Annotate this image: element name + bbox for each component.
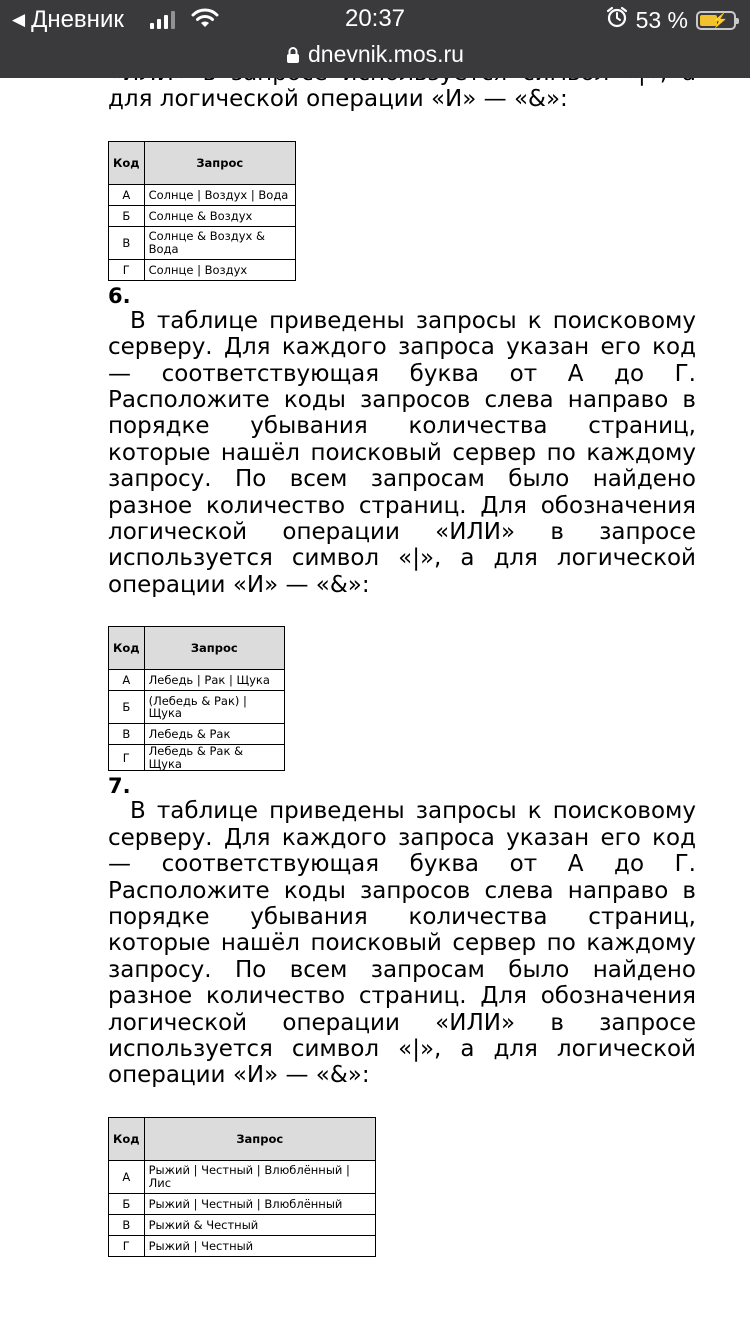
back-app-label: Дневник	[31, 6, 124, 33]
row-code: Г	[109, 745, 145, 771]
clock: 20:37	[344, 5, 406, 32]
row-code: Г	[109, 259, 145, 280]
back-arrow-icon: ◀	[12, 10, 26, 29]
battery-percent: 53 %	[635, 6, 688, 33]
row-code: А	[109, 1160, 145, 1193]
row-code: А	[109, 184, 145, 205]
table-row	[109, 205, 296, 226]
row-code: В	[109, 724, 145, 745]
task-number: 6.	[108, 283, 131, 308]
address-bar[interactable]	[0, 41, 750, 68]
url-domain: dnevnik.mos.ru	[308, 41, 464, 67]
lock-icon	[286, 46, 300, 64]
table-header-row	[109, 627, 285, 670]
row-query: (Лебедь & Рак) | Щука	[144, 691, 284, 724]
task-5-table	[108, 141, 296, 281]
row-query: Рыжий | Честный | Влюблённый | Лис	[144, 1160, 375, 1193]
table-row	[109, 226, 296, 259]
table-row	[109, 1160, 376, 1193]
row-code: Б	[109, 691, 145, 724]
row-query: Солнце & Воздух	[144, 205, 295, 226]
table-row	[109, 184, 296, 205]
table-header-row	[109, 1117, 376, 1160]
row-code: Г	[109, 1235, 145, 1256]
table-row	[109, 670, 285, 691]
row-code: Б	[109, 205, 145, 226]
task-text: В таблице приведены запросы к поисковому серверу. Для каждого запроса указан его код — соответствующая буква от А до Г. Расположите коды запросов слева направо в порядке убывания количества страниц, которые нашёл поисковый сервер по каждому запросу. По всем запросам было найдено разное количество страниц. Для обозначения логической операции «ИЛИ» в запросе используется символ «|», а для логической операции «И» — «&»:	[108, 798, 696, 1089]
row-code: В	[109, 226, 145, 259]
header-code: Код	[109, 1117, 145, 1160]
row-query: Рыжий & Честный	[144, 1214, 375, 1235]
header-query: Запрос	[144, 141, 295, 184]
row-code: А	[109, 670, 145, 691]
row-code: Б	[109, 1193, 145, 1214]
table-row	[109, 691, 285, 724]
table-row	[109, 1235, 376, 1256]
task-6-table	[108, 626, 285, 771]
header-query: Запрос	[144, 1117, 375, 1160]
article	[108, 60, 696, 1257]
alarm-icon	[606, 6, 628, 34]
row-query: Солнце | Воздух | Вода	[144, 184, 295, 205]
table-row	[109, 745, 285, 771]
row-code: В	[109, 1214, 145, 1235]
task-number: 7.	[108, 774, 131, 799]
task-text: В таблице приведены запросы к поисковому серверу. Для каждого запроса указан его код — соответствующая буква от А до Г. Расположите коды запросов слева направо в порядке убывания количества страниц, которые нашёл поисковый сервер по каждому запросу. По всем запросам было найдено разное количество страниц. Для обозначения логической операции «ИЛИ» в запросе используется символ «|», а для логической операции «И» — «&»:	[108, 307, 696, 598]
browser-top-bar	[0, 0, 750, 78]
header-code: Код	[109, 627, 145, 670]
header-code: Код	[109, 141, 145, 184]
table-row	[109, 259, 296, 280]
table-row	[109, 1193, 376, 1214]
row-query: Рыжий | Честный | Влюблённый	[144, 1193, 375, 1214]
row-query: Лебедь & Рак	[144, 724, 284, 745]
row-query: Солнце & Воздух & Вода	[144, 226, 295, 259]
table-header-row	[109, 141, 296, 184]
row-query: Рыжий | Честный	[144, 1235, 375, 1256]
task-5-text-tail: для логической операции «И» — «&»:	[108, 86, 568, 113]
table-row	[109, 1214, 376, 1235]
table-row	[109, 724, 285, 745]
battery-icon: ⚡	[696, 11, 736, 30]
header-query: Запрос	[144, 627, 284, 670]
row-query: Солнце | Воздух	[144, 259, 295, 280]
row-query: Лебедь & Рак & Щука	[144, 745, 284, 771]
row-query: Лебедь | Рак | Щука	[144, 670, 284, 691]
task-7-table	[108, 1117, 376, 1257]
